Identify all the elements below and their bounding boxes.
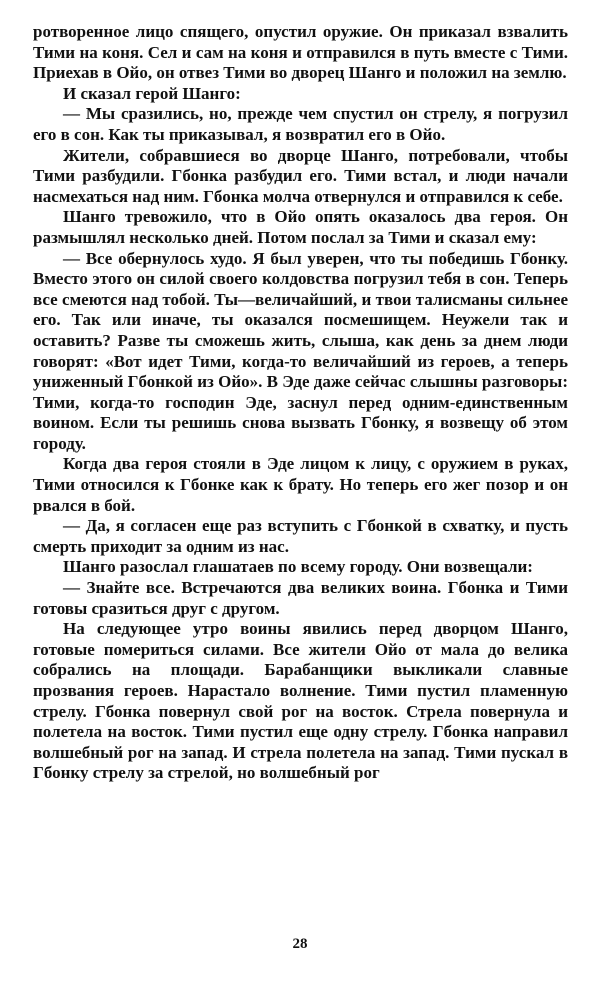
paragraph-proclamation: — Знайте все. Встречаются два великих воина. Гбонка и Тими готовы сразиться друг с другом. <box>33 578 568 618</box>
paragraph-shango-worried: Шанго тревожило, что в Ойо опять оказалось два героя. Он размышлял несколько дней. Потом послал за Тими и сказал ему: <box>33 207 568 247</box>
paragraph-heralds: Шанго разослал глашатаев по всему городу. Они возвещали: <box>63 557 533 577</box>
text-column <box>33 22 568 784</box>
paragraph-continuation: ротворенное лицо спящего, опустил оружие. Он приказал взвалить Тими на коня. Сел и сам на коня и отправился в путь вместе с Тими. Приехав в Ойо, он отвез Тими во дворец Шанго и положил на землю. <box>33 22 568 83</box>
paragraph-shango-speech: — Все обернулось худо. Я был уверен, что ты победишь Гбонку. Вместо этого он силой своего колдовства погрузил тебя в сон. Теперь все смеются над тобой. Ты—величайший, и твои талисманы сильнее его. Так или иначе, ты оказался посмешищем. Неужели так и оставить? Разве ты сможешь жить, слыша, как день за днем люди говорят: «Вот идет Тими, когда-то величайший из героев, а теперь униженный Гбонкой из Ойо». В Эде даже сейчас слышны разговоры: Тими, когда-то господин Эде, заснул перед одним-единственным воином. Если ты решишь снова вызвать Гбонку, я возвещу об этом городу. <box>33 248 568 453</box>
paragraph-dialogue-sleep: — Мы сразились, но, прежде чем спустил он стрелу, я погрузил его в сон. Как ты приказывал, я возвратил его в Ойо. <box>33 104 568 144</box>
paragraph-timi-agrees: — Да, я согласен еще раз вступить с Гбонкой в схватку, и пусть смерть приходит за одним из нас. <box>33 516 568 556</box>
paragraph-heroes-in-ede: Когда два героя стояли в Эде лицом к лицу, с оружием в руках, Тими относился к Гбонке как к брату. Но теперь его жег позор и он рвался в бой. <box>33 454 568 515</box>
page-number: 28 <box>292 936 308 952</box>
paragraph-battle-morning: На следующее утро воины явились перед дворцом Шанго, готовые помериться силами. Все жители Ойо от мала до велика собрались на площади. Барабанщики выкликали славные прозвания героев. Нарастало волнение. Тими пустил пламенную стрелу. Гбонка повернул свой рог на восток. Стрела повернула и полетела на восток. Тими пустил еще одну стрелу. Гбонка направил волшебный рог на запад. И стрела полетела на запад. Тими пускал в Гбонку стрелу за стрелой, но волшебный рог <box>33 619 568 783</box>
paragraph-residents-wake: Жители, собравшиеся во дворце Шанго, потребовали, чтобы Тими разбудили. Гбонка разбудил его. Тими встал, и люди начали насмехаться над ним. Гбонка молча отвернулся и отправился к себе. <box>33 145 568 206</box>
paragraph-shango-said: И сказал герой Шанго: <box>63 83 241 103</box>
